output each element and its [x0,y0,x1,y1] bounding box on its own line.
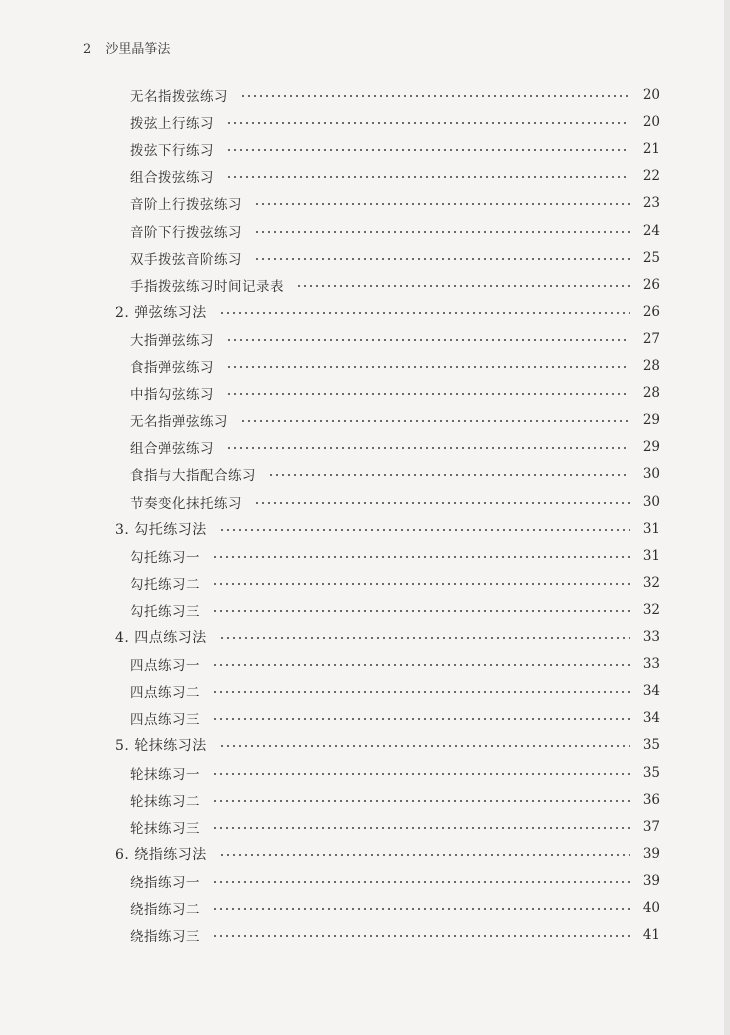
toc-section-entry [115,844,660,864]
toc-entry [130,193,660,213]
toc-entry [130,221,660,241]
toc-entry [130,166,660,186]
toc-entry [130,898,660,918]
toc-entry-label: 组合拨弦练习 [130,170,214,187]
toc-entry-page-number: 36 [642,791,660,808]
toc-entry-page-number: 41 [642,927,660,944]
dot-leader [212,935,630,937]
toc-entry-label: 4. 四点练习法 [115,630,207,646]
dot-leader [212,583,630,585]
toc-entry [130,356,660,376]
toc-entry-page-number: 34 [642,683,660,700]
toc-entry-page-number: 33 [642,629,660,645]
toc-entry-label: 中指勾弦练习 [130,387,214,404]
toc-entry-label: 音阶上行拨弦练习 [130,197,242,214]
dot-leader [254,231,630,233]
toc-entry-label: 食指与大指配合练习 [130,468,256,485]
toc-entry [130,383,660,403]
toc-entry-label: 绕指练习一 [130,874,200,891]
toc-entry-page-number: 32 [642,601,660,618]
toc-entry-page-number: 35 [642,737,660,754]
toc-entry-page-number: 22 [642,168,660,185]
dot-leader [296,285,630,287]
toc-entry-label: 双手拨弦音阶练习 [130,251,242,268]
toc-section-entry [115,735,660,755]
dot-leader [240,420,630,422]
toc-entry-label: 节奏变化抹托练习 [130,495,242,512]
toc-entry [130,790,660,810]
dot-leader [226,447,630,449]
dot-leader [226,339,630,341]
toc-entry-page-number: 26 [642,303,660,320]
toc-entry-label: 轮抹练习二 [130,793,200,810]
dot-leader [219,312,630,314]
toc-entry-label: 音阶下行拨弦练习 [130,224,242,241]
toc-entry-page-number: 39 [642,845,660,862]
toc-entry-page-number: 30 [642,466,660,483]
toc-entry-page-number: 28 [642,385,660,402]
dot-leader [226,176,630,178]
dot-leader [226,149,630,151]
toc-entry-label: 拨弦下行练习 [130,143,214,160]
toc-entry-page-number: 27 [642,330,660,347]
toc-entry [130,85,660,105]
toc-entry-page-number: 20 [642,87,660,103]
toc-entry-page-number: 31 [642,547,660,564]
toc-entry [130,817,660,837]
toc-entry-label: 组合弹弦练习 [130,441,214,458]
toc-entry-label: 绕指练习二 [130,902,200,918]
toc-entry-page-number: 33 [642,656,660,673]
toc-entry-label: 3. 勾托练习法 [115,521,207,538]
dot-leader [219,529,630,531]
dot-leader [226,122,630,124]
toc-entry-label: 绕指练习三 [130,929,200,946]
toc-entry-page-number: 29 [642,439,660,456]
toc-entry-label: 2. 弹弦练习法 [115,304,207,321]
toc-entry-label: 6. 绕指练习法 [115,846,207,863]
toc-entry-label: 勾托练习一 [130,549,200,566]
dot-leader [219,854,630,856]
toc-entry [130,681,660,701]
dot-leader [226,393,630,395]
dot-leader [212,610,630,612]
toc-entry [130,112,660,132]
dot-leader [212,827,630,829]
toc-entry-label: 无名指弹弦练习 [130,414,228,431]
dot-leader [254,502,630,504]
toc-entry-page-number: 21 [642,141,660,158]
toc-entry [130,275,660,295]
toc-entry-label: 轮抹练习三 [130,820,200,837]
toc-entry-label: 大指弹弦练习 [130,332,214,349]
toc-entry-page-number: 35 [642,764,660,781]
header-book-title: 沙里晶筝法 [105,42,171,57]
dot-leader [254,203,630,205]
toc-entry-label: 勾托练习二 [130,576,200,593]
toc-entry-page-number: 25 [642,249,660,266]
toc-entry-label: 拨弦上行练习 [130,116,214,133]
toc-section-entry [115,627,660,647]
dot-leader [212,908,630,910]
toc-entry [130,139,660,159]
toc-entry-page-number: 26 [642,276,660,293]
toc-entry-page-number: 31 [642,520,660,537]
dot-leader [212,800,630,802]
toc-entry-page-number: 40 [642,900,660,916]
toc-entry [130,573,660,593]
toc-entry [130,329,660,349]
toc-entry [130,871,660,891]
toc-entry-label: 无名指拨弦练习 [130,89,228,105]
dot-leader [219,745,630,747]
toc-entry-page-number: 39 [642,872,660,889]
toc-entry [130,654,660,674]
toc-entry [130,708,660,728]
toc-entry-page-number: 28 [642,358,660,374]
toc-entry-page-number: 23 [642,195,660,212]
toc-entry [130,437,660,457]
toc-entry-page-number: 34 [642,710,660,727]
dot-leader [212,718,630,720]
dot-leader [268,474,630,476]
dot-leader [212,664,630,666]
toc-entry [130,925,660,945]
toc-entry [130,763,660,783]
toc-entry [130,492,660,512]
toc-entry-label: 勾托练习三 [130,603,200,620]
dot-leader [240,95,630,97]
toc-entry-page-number: 32 [642,574,660,591]
dot-leader [212,691,630,693]
toc-entry-label: 食指弹弦练习 [130,360,214,376]
dot-leader [212,773,630,775]
toc-entry-label: 5. 轮抹练习法 [115,738,207,755]
toc-entry-label: 四点练习一 [130,658,200,675]
toc-entry [130,600,660,620]
toc-entry-page-number: 29 [642,412,660,429]
toc-entry [130,464,660,484]
dot-leader [212,556,630,558]
toc-entry-page-number: 24 [642,222,660,239]
dot-leader [254,258,630,260]
header-page-number: 2 [83,42,92,57]
toc-entry [130,248,660,268]
toc-entry-page-number: 30 [642,493,660,510]
page-edge [724,0,730,1035]
toc-entry-label: 四点练习三 [130,712,200,729]
running-header [83,38,170,57]
toc-entry [130,410,660,430]
dot-leader [212,881,630,883]
toc-entry-page-number: 37 [642,818,660,835]
toc-entry-page-number: 20 [642,114,660,131]
toc-entry-label: 手指拨弦练习时间记录表 [130,278,284,295]
toc-section-entry [115,302,660,322]
toc-entry-label: 轮抹练习一 [130,766,200,783]
toc-section-entry [115,519,660,539]
toc-entry-label: 四点练习二 [130,685,200,702]
dot-leader [219,637,630,639]
dot-leader [226,366,630,368]
toc-entry [130,546,660,566]
